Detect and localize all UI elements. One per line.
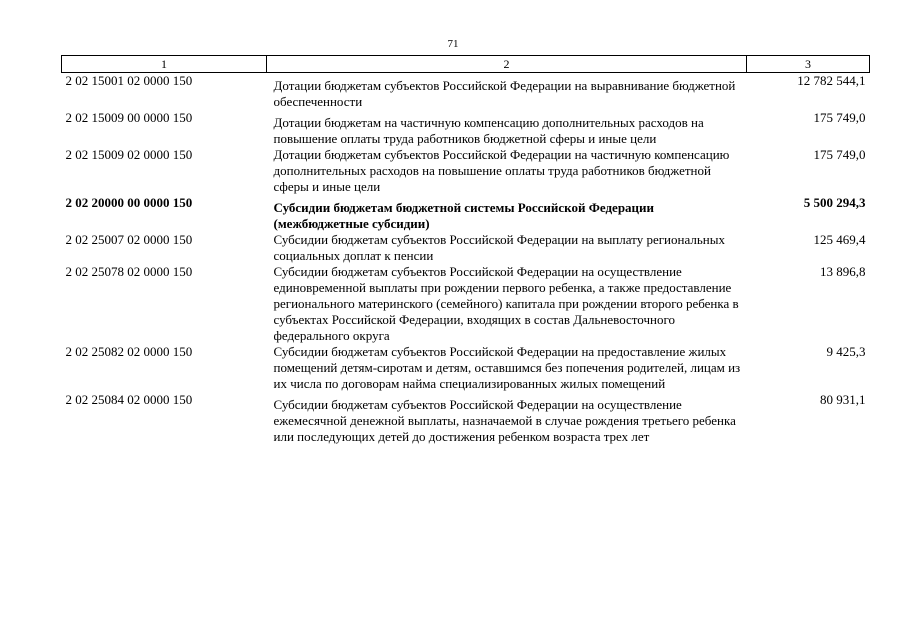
- row-code: 2 02 15009 02 0000 150: [65, 147, 193, 162]
- page-number: 71: [447, 38, 459, 50]
- table-body: [62, 73, 870, 446]
- table-row: [62, 73, 870, 111]
- row-code: 2 02 15009 00 0000 150: [65, 110, 193, 125]
- row-amount: 12 782 544,1: [797, 73, 866, 88]
- row-code: 2 02 15001 02 0000 150: [65, 73, 193, 88]
- row-description: Субсидии бюджетам субъектов Российской Федерации на осуществление единовременной выплаты при рождении первого ребенка, а также предоставление регионального материнского (семейного) капитала при рождении второго ребенка в субъектах Российской Федерации, входящих в состав Дальневосточного федерального округа: [273, 264, 739, 343]
- row-code: 2 02 25007 02 0000 150: [65, 232, 193, 247]
- table-row: [62, 264, 870, 344]
- row-description: Субсидии бюджетам субъектов Российской Федерации на выплату региональных социальных доплат к пенсии: [273, 232, 725, 263]
- row-description: Дотации бюджетам субъектов Российской Федерации на выравнивание бюджетной обеспеченности: [273, 78, 736, 109]
- row-amount: 13 896,8: [820, 264, 866, 279]
- table-row: [62, 147, 870, 195]
- row-description: Субсидии бюджетам субъектов Российской Федерации на предоставление жилых помещений детям-сиротам и детям, оставшимся без попечения родителей, лицам из их числа по договорам найма специализированных жилых помещений: [273, 344, 741, 391]
- row-amount: 9 425,3: [826, 344, 866, 359]
- row-code: 2 02 25084 02 0000 150: [65, 392, 193, 407]
- table-row: [62, 392, 870, 445]
- row-code: 2 02 25078 02 0000 150: [65, 264, 193, 279]
- table-row-subtotal: [62, 195, 870, 232]
- table-row: [62, 110, 870, 147]
- budget-table: [61, 55, 870, 445]
- row-amount: 175 749,0: [813, 147, 866, 162]
- row-code: 2 02 20000 00 0000 150: [65, 195, 193, 210]
- column-header-1: 1: [62, 56, 267, 73]
- column-header-3: 3: [747, 56, 870, 73]
- row-amount: 5 500 294,3: [803, 195, 866, 210]
- row-description: Дотации бюджетам субъектов Российской Федерации на частичную компенсацию дополнительных расходов на повышение оплаты труда работников бюджетной сферы и иные цели: [273, 147, 730, 194]
- row-description: Дотации бюджетам на частичную компенсацию дополнительных расходов на повышение оплаты труда работников бюджетной сферы и иные цели: [273, 115, 704, 146]
- row-amount: 125 469,4: [813, 232, 866, 247]
- row-amount: 175 749,0: [813, 110, 866, 125]
- table-header: [62, 56, 870, 73]
- table-row: [62, 344, 870, 392]
- column-header-2: 2: [267, 56, 747, 73]
- row-description: Субсидии бюджетам бюджетной системы Российской Федерации (межбюджетные субсидии): [273, 200, 655, 231]
- row-description: Субсидии бюджетам субъектов Российской Федерации на осуществление ежемесячной денежной выплаты, назначаемой в случае рождения третьего ребенка или последующих детей до достижения ребенком возраста трех лет: [273, 397, 736, 444]
- table-row: [62, 232, 870, 264]
- row-code: 2 02 25082 02 0000 150: [65, 344, 193, 359]
- row-amount: 80 931,1: [820, 392, 866, 407]
- header-row: [62, 56, 870, 73]
